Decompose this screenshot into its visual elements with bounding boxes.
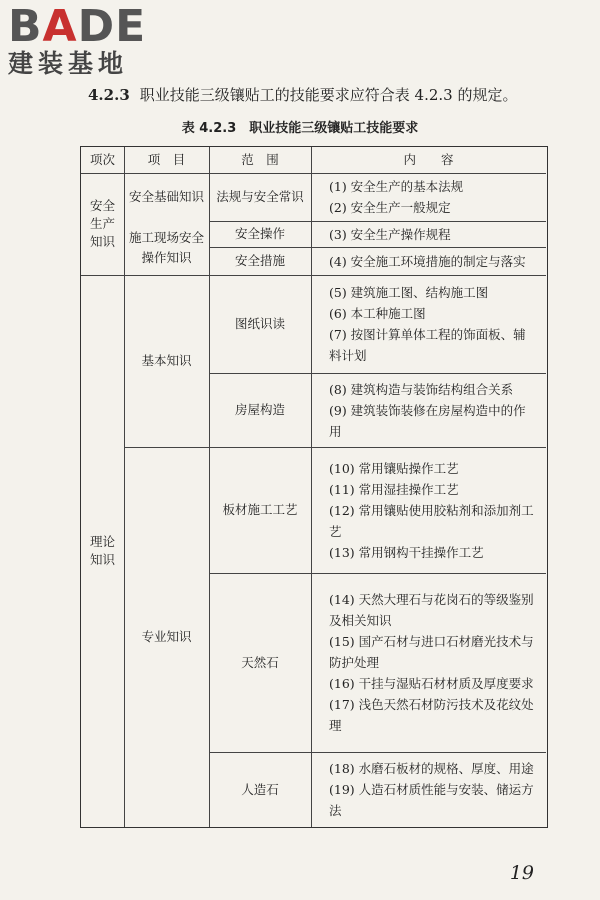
content-line: (19) 人造石材质性能与安装、储运方法 [329,782,534,818]
scope-safe-operation: 安全操作 [234,226,285,241]
scope-panel-process: 板材施工工艺 [222,502,298,517]
header-item-no: 项次 [89,152,115,167]
content-line: (7) 按图计算单体工程的饰面板、辅料计划 [329,327,526,363]
header-scope: 范 围 [241,152,279,167]
header-item: 项 目 [147,152,186,167]
content-row-6 [311,447,546,573]
header-content: 内 容 [403,152,454,167]
content-line: (13) 常用钢构干挂操作工艺 [329,544,484,560]
scope-safety-measures: 安全措施 [234,253,285,268]
content-line: (5) 建筑施工图、结构施工图 [329,285,489,300]
scope-building-structure: 房屋构造 [234,402,285,417]
content-row-4 [311,275,546,373]
content-line: (2) 安全生产一般规定 [329,200,451,215]
logo-subtitle: 建装基地 [8,49,129,78]
brand-logo [8,1,147,78]
content-line: (9) 建筑装饰装修在房屋构造中的作用 [329,402,526,439]
content-line: (16) 干挂与湿贴石材材质及厚度要求 [329,676,534,691]
content-line: (3) 安全生产操作规程 [329,226,451,242]
scope-drawing-reading: 图纸识读 [234,316,285,331]
section-text: 职业技能三级镶贴工的技能要求应符合表 4.2.3 的规定。 [139,86,518,104]
content-line: (14) 天然大理石与花岗石的等级鉴别及相关知识 [329,592,534,628]
content-line: (1) 安全生产的基本法规 [329,179,464,194]
content-line: (4) 安全施工环境措施的制定与落实 [329,253,526,269]
section-number: 4.2.3 [88,86,130,104]
content-line: (11) 常用湿挂操作工艺 [329,481,459,497]
category-safety: 安全生产知识 [89,198,115,249]
content-line: (15) 国产石材与进口石材磨光技术与防护处理 [329,634,534,670]
skills-table [80,146,548,828]
content-row-8 [311,752,546,827]
logo-wordmark: BADE [8,1,147,52]
content-line: (18) 水磨石板材的规格、厚度、用途 [329,761,534,776]
page-number: 19 [509,862,534,884]
content-row-2 [311,221,546,247]
content-row-7 [311,573,546,752]
table-title: 表 4.2.3 职业技能三级镶贴工技能要求 [181,121,419,136]
item-basic-knowledge: 基本知识 [141,353,192,368]
item-site-safety: 施工现场安全操作知识 [128,230,204,265]
category-theory: 理论知识 [89,534,115,567]
content-row-1 [311,173,546,221]
content-line: (8) 建筑构造与装饰结构组合关系 [329,381,514,397]
scope-regulations: 法规与安全常识 [216,189,304,204]
item-safety-basics: 安全基础知识 [128,189,204,204]
scope-natural-stone: 天然石 [241,654,279,670]
content-line: (6) 本工种施工图 [329,306,426,321]
content-row-5 [311,373,546,447]
item-professional-knowledge: 专业知识 [141,629,192,644]
scope-artificial-stone: 人造石 [241,781,279,797]
section-paragraph [88,84,517,105]
content-line: (12) 常用镶贴使用胶粘剂和添加剂工艺 [329,502,534,539]
content-line: (10) 常用镶贴操作工艺 [329,460,459,476]
content-row-3 [311,247,546,275]
content-line: (17) 浅色天然石材防污技术及花纹处理 [329,697,534,733]
